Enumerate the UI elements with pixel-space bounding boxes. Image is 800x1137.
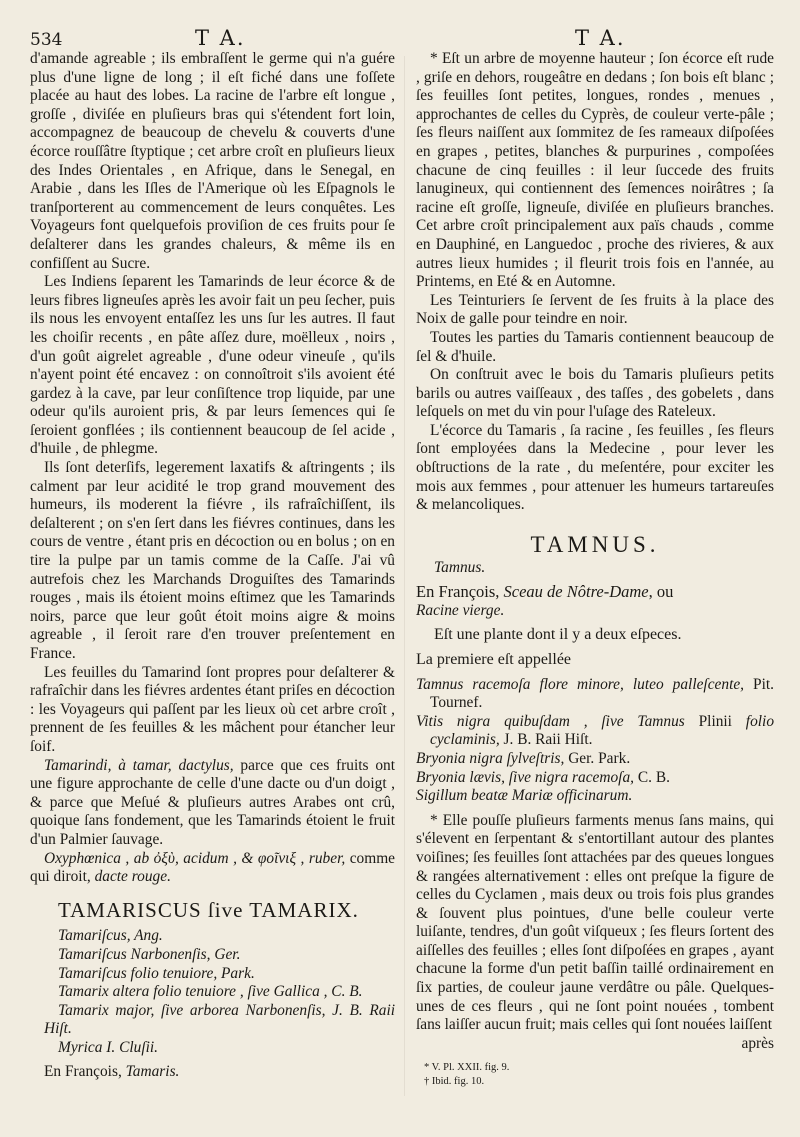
section-title-tamariscus: TAMARISCUS ſive TAMARIX. [58,897,359,922]
paragraph [30,757,395,850]
paragraph: Ils ſont deterſifs, legerement laxatifs & aſtringents ; ils calment par leur acidité le trop grand mouvement des humeurs, ils moderent la fiévre , ils rafraîchiſſent, ils deſalterent ; on s'en ſert dans les fiévres continues, dans les cours de ventre , étant pris en décoction ou en bolus ; on en tire la pulpe par un tamis comme de la Caſſe. J'ai vû autrefois chez les Marchands Droguiſtes des Tamarinds rouges , mais ils étoient moins eſtimez que les Tamarinds noirs, parce que leur goût étoit moins aigre & moins agreable , il ſeroit rare d'en trouver preſentement en France. [30,459,395,662]
etymology-latin: dacte rouge. [94,868,171,886]
running-header-right: T A. [575,26,626,50]
footnotes [416,1061,774,1089]
left-column [30,50,395,1082]
synonym [416,676,774,713]
synonym-author: Ger. Park. [564,749,631,767]
paragraph: L'écorce du Tamaris , ſa racine , ſes feuilles , ſes fleurs ſont employées dans la Medecine , pour lever les obſtructions de la rate , du meſentére, pour exciter les mois aux femmes , pour attenuer les humeurs tartareuſes & melancoliques. [416,421,774,514]
french-name-value: Sceau de Nôtre-Dame [503,582,649,602]
synonym-latin: Tamnus racemoſa flore minore, luteo palleſcente, [416,675,745,693]
french-name-value: Tamaris. [125,1063,180,1081]
species-note: Eſt une plante dont il y a deux eſpeces. [434,626,682,644]
paragraph: d'amande agreable ; ils embraſſent le germe qui n'a guére plus d'une ligne de long ; il eſt fiché dans une foſſete placée au haut des lobes. La racine de l'arbre eſt longue , groſſe , diviſée en pluſieurs bras qui s'étendent fort loin, accompagnez de beaucoup de chevelu & couverts d'une écorce rouſſâtre ſtyptique ; cet arbre croît en pluſieurs lieux des Indes Orientales , en Afrique, dans le Senegal, en Arabie , dans les Iſles de l'Amerique où les Eſpagnols le tranſporterent au commencement de leurs conquêtes. Les Voyageurs font quelquefois proviſion de ces fruits pour ſe deſalterer dans les grandes chaleurs, & même ils en confiſſent au Sucre. [30,50,395,272]
synonym-latin: Bryonia nigra ſylveſtris, [416,749,565,767]
synonym: Myrica I. Cluſii. [58,1038,159,1056]
tamnus-name: Tamnus. [434,558,486,576]
paragraph: Les feuilles du Tamarind ſont propres pour deſalterer & rafraîchir dans les fiévres ardentes étant priſes en décoction : les Voyageurs qui paſſent par les lieux où cet arbre croît , prennent de ſes feuilles & les mâchent pour étancher leur ſoif. [30,663,395,755]
running-header-left: T A. [195,26,246,50]
species-intro: La premiere eſt appellée [416,650,572,668]
footnote: † Ibid. fig. 10. [424,1076,485,1088]
synonym: Tamariſcus folio tenuiore, Park. [58,964,255,982]
synonym: Tamariſcus, Ang. [58,927,163,945]
right-column-upper [416,50,774,515]
footnote: * V. Pl. XXII. fig. 9. [424,1062,510,1074]
french-name [30,1063,395,1082]
section-title-tamnus: TAMNUS. [530,532,660,557]
french-name-value: Racine vierge. [416,601,505,619]
paragraph: Les Teinturiers ſe ſervent de ſes fruits à la place des Noix de galle pour teindre en noir. [416,291,774,328]
synonym-latin: Vitis nigra quibuſdam , ſive Tamnus [416,712,685,730]
synonym-author: C. B. [634,768,670,786]
paragraph: * Elle pouſſe pluſieurs farments menus ſans mains, qui s'élevent en ſerpentant & s'entortillant autour des plantes voiſines; ſes feuilles ſont attachées par des queues longues & rangées alternativement : elles ont preſque la figure de celles du Cyclamen , mais deux ou trois fois plus grandes & ſouvent plus pointues, d'une belle couleur verte luiſante, tendres, d'un goût viſqueux ; ſes fleurs ſortent des aiſſelles des feuilles ; elles ſont diſpoſées en grapes , ayant chacune la forme d'un petit baſſin taillé ordinairement en ſix parties, de couleur jaune verdâtre ou pâle. Quelques-unes de ces fleurs , qui ne ſont point nouées , tombent ſans laiſſer aucun fruit; mais celles qui ſont nouées laiſſent [416,811,774,1034]
etymology-latin: Oxyphœnica , ab ὀξὺ, acidum , & φοῖνιξ , ruber, [44,849,346,867]
french-name [416,583,774,602]
synonym [416,713,774,750]
synonym-author: J. B. Raii Hiſt. [499,731,593,749]
synonym: Tamarix major, ſive arborea Narbonenſis, J. B. Raii Hiſt. [44,1001,395,1038]
etymology-latin: Tamarindi, à tamar, dactylus, [44,756,234,774]
paragraph-text: parce que ces fruits ont une figure approchante de celle d'une dacte ou d'un doigt , & parce que Meſué & pluſieurs autres Arabes ont crû, quoique ſans fondement, que les Tamarinds étoient le fruit d'un Palmier ſauvage. [30,756,395,848]
synonym [416,769,774,788]
synonym: Sigillum beatæ Mariæ officinarum. [416,787,633,805]
paragraph: * Eſt un arbre de moyenne hauteur ; ſon écorce eſt rude , griſe en dehors, rougeâtre en dedans ; ſon bois eſt blanc ; ſes feuilles ſont petites, longues, rondes , menues , approchantes de celles du Cyprès, de couleur verte-pâle ; ſes fleurs naiſſent aux ſommitez de ſes rameaux diſpoſées en grapes , petites, blanches & purpurines , compoſées chacune de cinq feuilles : il leur ſuccede des fruits lanugineux, qui contiennent des ſemences noirâtres ; ſa racine eſt groſſe, ligneuſe, diviſée en pluſieurs branches. Cet arbre croît principalement aux païs chauds , comme en Dauphiné, en Languedoc , proche des rivieres, & aux autres lieux humides ; il fleurit trois fois en l'année, au Printems, en Eté & en Automne. [416,50,774,291]
right-column-lower [416,532,775,1089]
synonym-author: Pit. Tournef. [430,675,774,712]
catchword: après [741,1034,774,1052]
french-name-label: En François, [44,1063,126,1081]
column-divider [404,56,405,1096]
french-name-label: En François, [416,582,504,602]
synonym: Tamariſcus Narbonenſis, Ger. [58,945,241,963]
synonym [416,750,774,769]
french-name-sep: , ou [648,582,674,602]
paragraph: Les Indiens ſeparent les Tamarinds de leur écorce & de leurs fibres ligneuſes après les avoir fait un peu ſecher, puis ils nous les envoyent entaſſez les uns ſur les autres. Il faut les choiſir recents , en pâte aſſez dure, moëlleux , noirs , d'un goût aigrelet agreable , d'une odeur vineuſe , qu'ils n'ayent point été encavez : on connoîtroit s'ils avoient été gardez à la cave, par leur conſiſtence trop liquide, par une odeur qu'ils auroient pris, & par leurs ſemences qui ſe ſeroient gonflées ; ils contiennent beaucoup de ſel acide , d'huile , de phlegme. [30,273,395,458]
paragraph: On conſtruit avec le bois du Tamaris pluſieurs petits barils ou autres vaiſſeaux , des taſſes , des gobelets , dans leſquels on met du vin pour l'uſage des Rateleux. [416,366,774,421]
synonym-latin: folio cyclaminis, [430,712,775,749]
paragraph-text: comme qui diroit, [30,849,396,886]
synonym-author: Plinii [684,712,746,730]
synonym: Tamarix altera folio tenuiore , ſive Gallica , C. B. [58,983,363,1001]
paragraph [30,850,395,887]
paragraph: Toutes les parties du Tamaris contiennent beaucoup de ſel & d'huile. [416,328,774,365]
page-number: 534 [30,30,63,50]
synonym-latin: Bryonia lævis, ſive nigra racemoſa, [416,768,635,786]
